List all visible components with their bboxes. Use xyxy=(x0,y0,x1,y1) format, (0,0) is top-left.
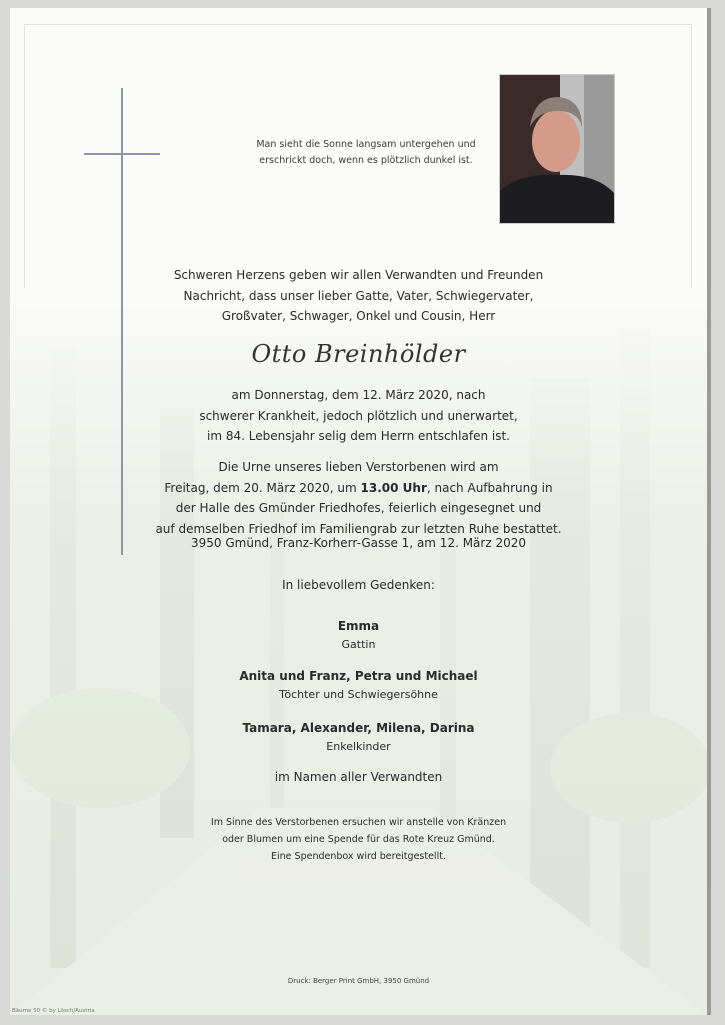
ceremony-time: 13.00 Uhr xyxy=(360,480,427,495)
all-relatives-text: im Namen aller Verwandten xyxy=(274,770,443,784)
obituary-sheet xyxy=(10,8,711,1015)
cross-horizontal-bar xyxy=(84,153,160,155)
mourner-role: Gattin xyxy=(341,638,376,651)
ceremony-line xyxy=(10,478,707,499)
intro-line: Nachricht, dass unser lieber Gatte, Vater, Schwiegervater, xyxy=(183,288,534,303)
all-relatives xyxy=(10,767,707,788)
ceremony-line: auf demselben Friedhof im Familiengrab zur letzten Ruhe bestattet. xyxy=(155,521,562,536)
printer-credit: Druck: Berger Print GmbH, 3950 Gmünd xyxy=(287,977,430,985)
mourner-role: Töchter und Schwiegersöhne xyxy=(279,688,438,701)
ceremony-line: Die Urne unseres lieben Verstorbenen wird am xyxy=(218,460,499,474)
mourner-role: Enkelkinder xyxy=(326,740,391,753)
intro-line: Großvater, Schwager, Onkel und Cousin, Herr xyxy=(221,309,496,323)
death-line: schwerer Krankheit, jedoch plötzlich und unerwartet, xyxy=(199,408,518,423)
ceremony-rest: , nach Aufbahrung in xyxy=(426,480,553,495)
ceremony-text xyxy=(10,457,707,539)
donation-line: Eine Spendenbox wird bereitgestellt. xyxy=(271,851,446,862)
place-date xyxy=(10,533,707,554)
death-line: am Donnerstag, dem 12. März 2020, nach xyxy=(231,388,486,402)
death-line: im 84. Lebensjahr selig dem Herrn entschlafen ist. xyxy=(207,429,510,443)
donation-note xyxy=(10,814,707,865)
place-date-text: 3950 Gmünd, Franz-Korherr-Gasse 1, am 12. März 2020 xyxy=(191,536,526,550)
intro-line: Schweren Herzens geben wir allen Verwandten und Freunden xyxy=(173,268,544,282)
mourner-group xyxy=(10,667,707,704)
quote-line: Man sieht die Sonne langsam untergehen und xyxy=(256,139,476,150)
mourner-group xyxy=(10,617,707,654)
death-notice xyxy=(10,385,707,447)
donation-line: Im Sinne des Verstorbenen ersuchen wir anstelle von Kränzen xyxy=(210,817,507,828)
corner-note: Bäume 50 © by Lösch/Austria xyxy=(12,1008,95,1014)
memorial-quote xyxy=(210,137,522,169)
memory-heading xyxy=(10,575,707,596)
mourner-group xyxy=(10,719,707,756)
mourner-names: Tamara, Alexander, Milena, Darina xyxy=(242,721,475,735)
mourner-names: Emma xyxy=(337,619,380,633)
mourner-names: Anita und Franz, Petra und Michael xyxy=(239,669,478,683)
ceremony-date: Freitag, dem 20. März 2020, um xyxy=(164,480,361,495)
intro-text xyxy=(10,265,707,327)
memory-heading-text: In liebevollem Gedenken: xyxy=(282,578,435,592)
donation-line: oder Blumen um eine Spende für das Rote Kreuz Gmünd. xyxy=(222,834,495,845)
quote-line: erschrickt doch, wenn es plötzlich dunkel ist. xyxy=(259,155,473,166)
ceremony-line: der Halle des Gmünder Friedhofes, feierlich eingesegnet und xyxy=(175,501,542,515)
deceased-name: Otto Breinhölder xyxy=(251,340,466,368)
